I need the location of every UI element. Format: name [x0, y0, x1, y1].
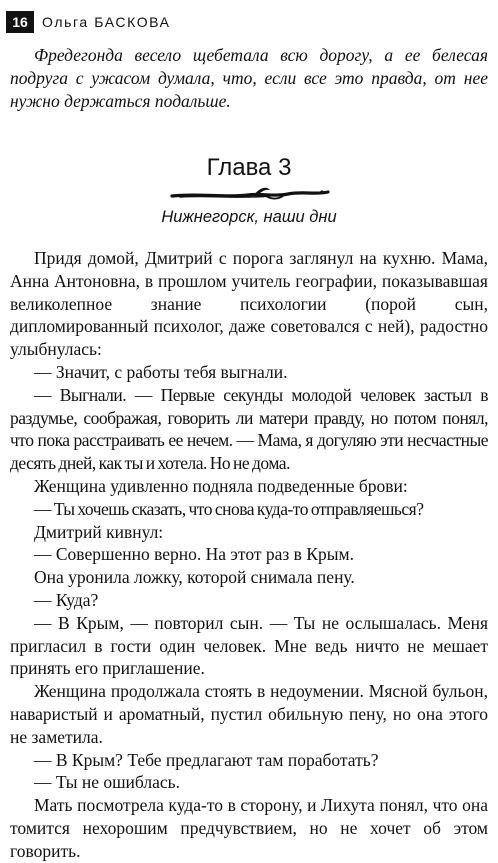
paragraph: — Значит, с работы тебя выгнали. [34, 361, 288, 382]
running-header [6, 10, 171, 34]
paragraph: — Совершенно верно. На этот раз в Крым. [34, 544, 354, 565]
paragraph: — В Крым? Тебе предлагают там поработать? [34, 749, 379, 770]
paragraph: Дмитрий кивнул: [34, 521, 164, 542]
paragraph: Женщина удивленно подняла подведенные брови: [34, 475, 408, 496]
chapter-body [10, 247, 488, 863]
paragraph: Мать посмотрела куда-то в сторону, и Лихута понял, что она томится нехорошим предчувствием, но не хочет об этом говорить. [10, 795, 488, 861]
paragraph: — Ты не ошиблась. [34, 772, 181, 793]
running-head-author: Ольга БАСКОВА [42, 14, 171, 30]
paragraph: — В Крым, — повторил сын. — Ты не ослышалась. Меня пригласил в гости один человек. Мне ведь ничто не мешает принять его приглашение. [10, 612, 488, 679]
chapter-title: Глава 3 [206, 154, 292, 181]
chapter-ornament-icon [170, 184, 330, 202]
paragraph: Женщина продолжала стоять в недоумении. Мясной бульон, наваристый и ароматный, пустил обильную пену, но она этого не заметила. [10, 681, 488, 747]
page-number: 16 [6, 11, 34, 33]
intro-paragraph: Фредегонда весело щебетала всю дорогу, а ее белесая подруга с ужасом думала, что, если все это правда, от нее нужно держаться подальше. [10, 45, 488, 111]
paragraph: — Выгнали. — Первые секунды молодой человек застыл в раздумье, соображая, говорить ли матери правду, но потом понял, что пока расстраивать ее нечем. — Мама, я догуляю эти несчастные десять дней, как ты и хотела. Но не дома. [10, 384, 488, 474]
chapter-subtitle: Нижнегорск, наши дни [161, 208, 337, 226]
paragraph: Она уронила ложку, которой снимала пену. [34, 567, 355, 588]
paragraph: Придя домой, Дмитрий с порога заглянул на кухню. Мама, Анна Антоновна, в прошлом учитель географии, показывавшая великолепное знание психологии (порой сын, дипломированный психолог, даже советовался с ней), радостно улыбнулась: [10, 248, 488, 360]
paragraph: — Куда? [34, 589, 99, 610]
paragraph: — Ты хочешь сказать, что снова куда-то отправляешься? [34, 498, 424, 519]
